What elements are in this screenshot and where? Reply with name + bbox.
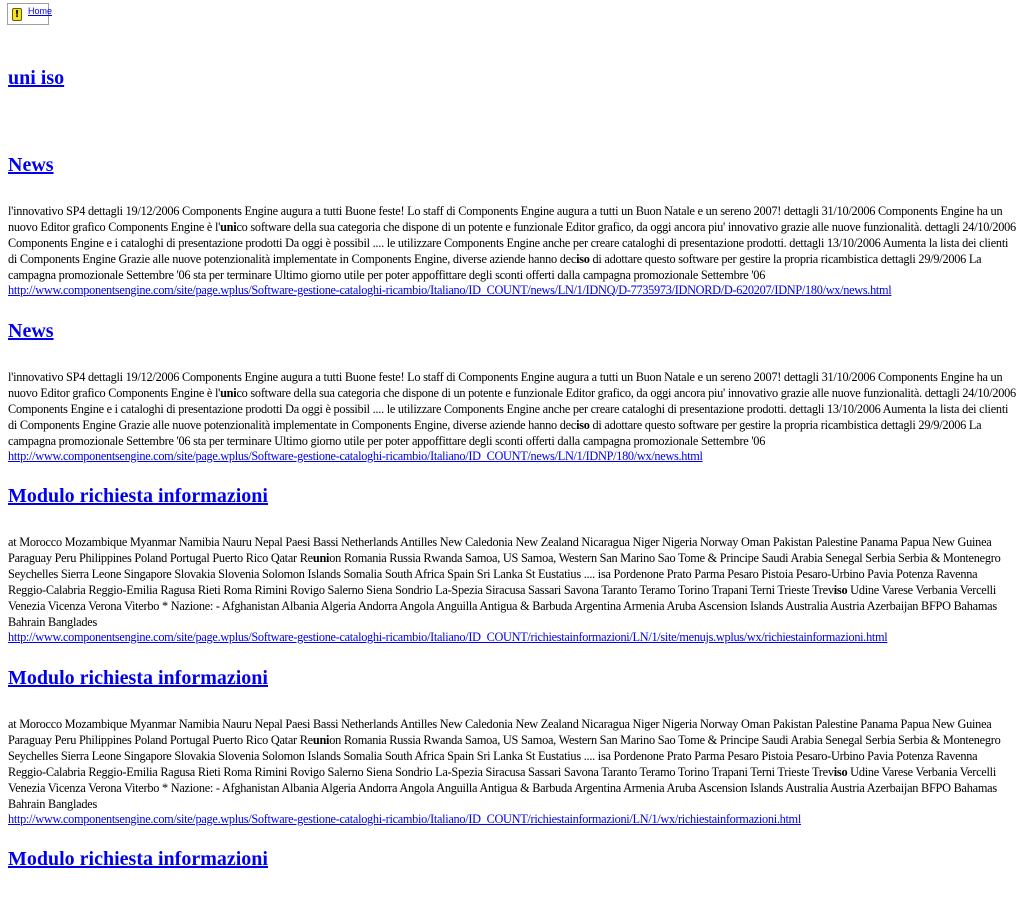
- snippet-highlight: uni: [312, 551, 330, 565]
- search-result: [8, 666, 1018, 827]
- snippet-text: l'innovativo SP4 dettagli 19/12/2006 Components Engine augura a tutti Buone feste! Lo staff di Components Engine augura a tutti un Buon Natale e un sereno 2007! dettagli 31/10/2006 Components Engine ha un nuovo Editor grafico Components Engine è l': [8, 204, 1003, 234]
- result-title-link[interactable]: Modulo richiesta informazioni: [8, 485, 268, 507]
- snippet-text: on Romania Russia Rwanda Samoa, US Samoa, Western San Marino Sao Tome & Principe Saudi Arabia Senegal Serbia Serbia & Montenegro Seychelles Sierra Leone Singapore Slovakia Slovenia Solomon Islands Somalia South Africa Spain Sri Lanka St Eustatius .... isa Pordenone Prato Parma Pesaro Pistoia Pesaro-Urbino Pavia Potenza Ravenna Reggio-Calabria Reggio-Emilia Ragusa Rieti Roma Rimini Rovigo Salerno Siena Sondrio La-Spezia Siracusa Sassari Savona Taranto Teramo Torino Trapani Terni Trieste Trev: [8, 733, 1001, 779]
- snippet-text: l'innovativo SP4 dettagli 19/12/2006 Components Engine augura a tutti Buone feste! Lo staff di Components Engine augura a tutti un Buon Natale e un sereno 2007! dettagli 31/10/2006 Components Engine ha un nuovo Editor grafico Components Engine è l': [8, 370, 1003, 400]
- snippet-highlight: iso: [576, 252, 590, 266]
- snippet-text: co software della sua categoria che dispone di un potente e funzionale Editor grafico, da oggi ancora piu' innovativo grazie alle nuove funzionalità. dettagli 24/10/2006 Components Engine e i cataloghi di presentazione prodotti Da oggi è possibil .... le utilizzare Components Engine anche per creare cataloghi di presentazione prodotti. dettagli 13/10/2006 Aumenta la lista dei clienti di Components Engine Grazie alle nuove potenzionalità implementate in Components Engine, diverse aziende hanno dec: [8, 386, 1016, 432]
- result-snippet: [8, 369, 1018, 449]
- home-link[interactable]: Home: [28, 6, 53, 16]
- result-url-link[interactable]: http://www.componentsengine.com/site/page.wplus/Software-gestione-cataloghi-ricambio/Italiano/ID_COUNT/richiestainformazioni/LN/1/wx/richiestainformazioni.html: [8, 812, 801, 826]
- snippet-text: Udine Varese Verbania Vercelli Venezia Vicenza Verona Viterbo * Nazione: - Afghanistan Albania Algeria Andorra Angola Anguilla Antigua & Barbuda Argentina Armenia Aruba Ascension Islands Australia Austria Azerbaijan BFPO Bahamas Bahrain Banglades: [8, 765, 997, 811]
- search-result: [8, 153, 1018, 298]
- result-title: [8, 666, 1018, 690]
- snippet-text: Udine Varese Verbania Vercelli Venezia Vicenza Verona Viterbo * Nazione: - Afghanistan Albania Algeria Andorra Angola Anguilla Antigua & Barbuda Argentina Armenia Aruba Ascension Islands Australia Austria Azerbaijan BFPO Bahamas Bahrain Banglades: [8, 583, 997, 629]
- snippet-text: co software della sua categoria che dispone di un potente e funzionale Editor grafico, da oggi ancora piu' innovativo grazie alle nuove funzionalità. dettagli 24/10/2006 Components Engine e i cataloghi di presentazione prodotti Da oggi è possibil .... le utilizzare Components Engine anche per creare cataloghi di presentazione prodotti. dettagli 13/10/2006 Aumenta la lista dei clienti di Components Engine Grazie alle nuove potenzionalità implementate in Components Engine, diverse aziende hanno dec: [8, 220, 1016, 266]
- result-url-link[interactable]: http://www.componentsengine.com/site/page.wplus/Software-gestione-cataloghi-ricambio/Italiano/ID_COUNT/news/LN/1/IDNP/180/wx/news.html: [8, 449, 703, 463]
- snippet-highlight: iso: [576, 418, 590, 432]
- page-title: [8, 66, 64, 90]
- snippet-text: di adottare questo software per gestire la propria ricambistica dettagli 29/9/2006 La campagna promozionale Settembre '06 sta per terminare Ultimo giorno utile per poter appoffittare degli sconti offerti dalla campagna promozionale Settembre '06: [8, 252, 982, 282]
- result-title-link[interactable]: News: [8, 154, 54, 176]
- snippet-highlight: uni: [312, 733, 330, 747]
- snippet-text: on Romania Russia Rwanda Samoa, US Samoa, Western San Marino Sao Tome & Principe Saudi Arabia Senegal Serbia Serbia & Montenegro Seychelles Sierra Leone Singapore Slovakia Slovenia Solomon Islands Somalia South Africa Spain Sri Lanka St Eustatius .... isa Pordenone Prato Parma Pesaro Pistoia Pesaro-Urbino Pavia Potenza Ravenna Reggio-Calabria Reggio-Emilia Ragusa Rieti Roma Rimini Rovigo Salerno Siena Sondrio La-Spezia Siracusa Sassari Savona Taranto Teramo Torino Trapani Terni Trieste Trev: [8, 551, 1001, 597]
- search-result: [8, 847, 1018, 871]
- result-title: [8, 847, 1018, 871]
- site-title-link[interactable]: uni iso: [8, 67, 65, 89]
- result-title: [8, 484, 1018, 508]
- result-title: [8, 319, 1018, 343]
- result-snippet: [8, 716, 1018, 812]
- search-result: [8, 319, 1018, 464]
- snippet-highlight: uni: [220, 220, 237, 234]
- result-title: [8, 153, 1018, 177]
- snippet-text: at Morocco Mozambique Myanmar Namibia Nauru Nepal Paesi Bassi Netherlands Antilles New Caledonia New Zealand Nicaragua Niger Nigeria Norway Oman Pakistan Palestine Panama Papua New Guinea Paraguay Peru Philippines Poland Portugal Puerto Rico Qatar Re: [8, 717, 992, 747]
- snippet-highlight: uni: [220, 386, 237, 400]
- result-title-link[interactable]: Modulo richiesta informazioni: [8, 848, 268, 870]
- result-url-link[interactable]: http://www.componentsengine.com/site/page.wplus/Software-gestione-cataloghi-ricambio/Italiano/ID_COUNT/richiestainformazioni/LN/1/site/menujs.wplus/wx/richiestainformazioni.html: [8, 630, 888, 644]
- warning-icon: !: [12, 8, 22, 21]
- result-snippet: [8, 534, 1018, 630]
- snippet-highlight: iso: [833, 765, 848, 779]
- result-title-link[interactable]: News: [8, 320, 54, 342]
- snippet-text: di adottare questo software per gestire la propria ricambistica dettagli 29/9/2006 La campagna promozionale Settembre '06 sta per terminare Ultimo giorno utile per poter appoffittare degli sconti offerti dalla campagna promozionale Settembre '06: [8, 418, 982, 448]
- top-nav: [7, 3, 53, 25]
- snippet-text: at Morocco Mozambique Myanmar Namibia Nauru Nepal Paesi Bassi Netherlands Antilles New Caledonia New Zealand Nicaragua Niger Nigeria Norway Oman Pakistan Palestine Panama Papua New Guinea Paraguay Peru Philippines Poland Portugal Puerto Rico Qatar Re: [8, 535, 992, 565]
- result-snippet: [8, 203, 1018, 283]
- result-title-link[interactable]: Modulo richiesta informazioni: [8, 667, 268, 689]
- search-result: [8, 484, 1018, 645]
- result-url-link[interactable]: http://www.componentsengine.com/site/page.wplus/Software-gestione-cataloghi-ricambio/Italiano/ID_COUNT/news/LN/1/IDNQ/D-7735973/IDNORD/D-620207/IDNP/180/wx/news.html: [8, 283, 892, 297]
- snippet-highlight: iso: [833, 583, 848, 597]
